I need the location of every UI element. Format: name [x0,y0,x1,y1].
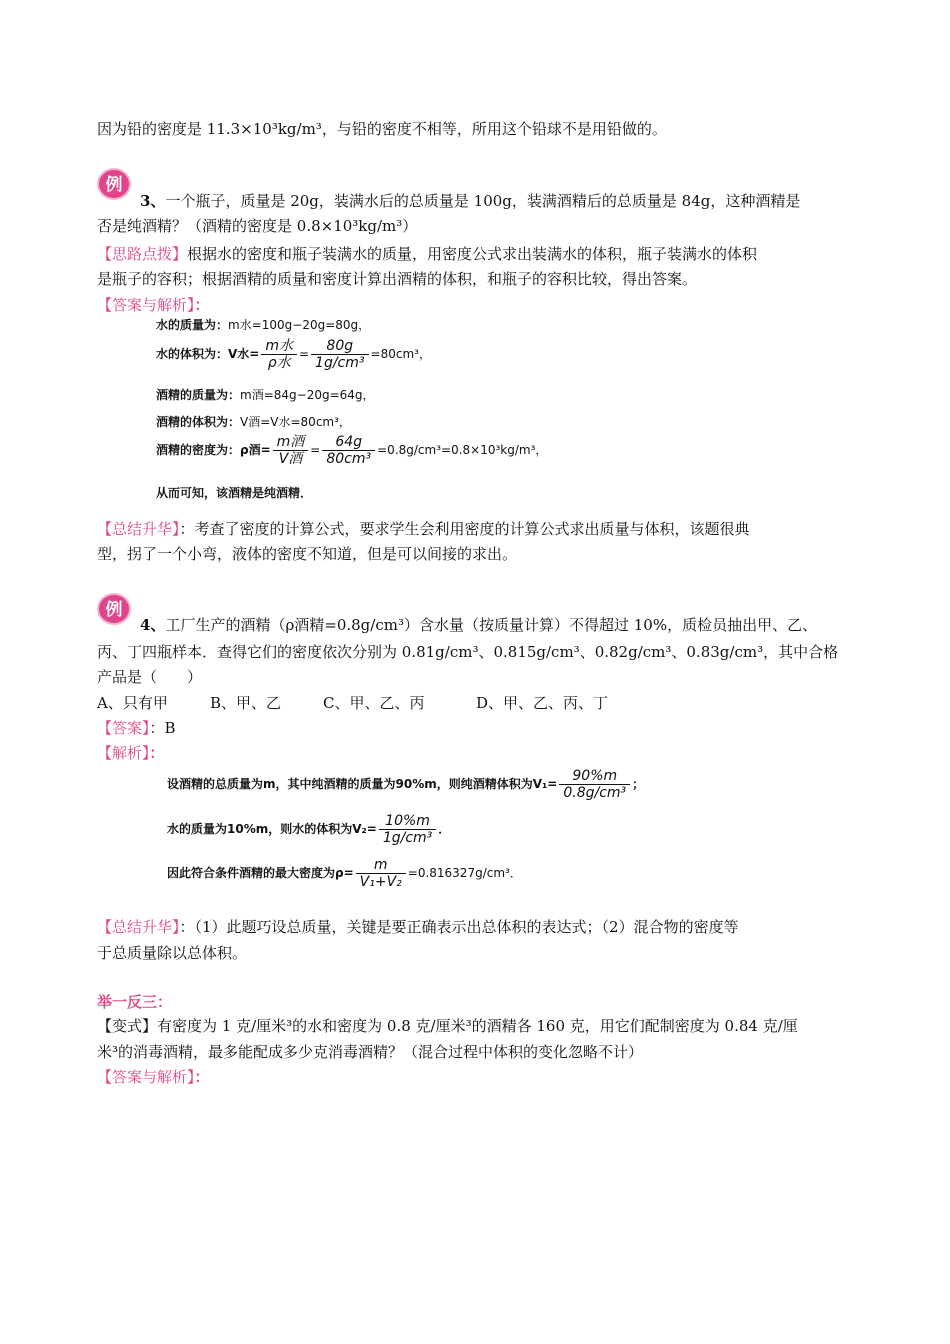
practice-answer-heading [97,1067,210,1087]
ex3-hint-text1: 根据水的密度和瓶子装满水的质量，用密度公式求出装满水的体积，瓶子装满水的体积 [187,245,758,263]
ex3-hint-line1 [97,244,757,264]
ex3-sol-line3 [156,386,375,403]
ex4-analysis-colon: ： [149,744,165,762]
ex3-sol-l2-label: 水的体积为：V水= [156,347,260,361]
ex4-sol-l2-text: 水的质量为10%m，则水的体积为V₂= [167,822,377,836]
ex3-answer-tag: 【答案与解析】 [97,296,195,314]
ex3-sol-l2-tail: =80cm³， [370,347,431,361]
ex3-sol-l2-f2-num: 80g [311,338,368,355]
ex3-sol-l4-label: 酒精的体积为： [156,415,241,429]
ex3-summary-text1: ：考查了密度的计算公式，要求学生会利用密度的计算公式求出质量与体积，该题很典 [179,520,750,538]
ex4-summary-tag: 【总结升华】 [97,918,180,936]
badge-label: 例 [105,600,123,620]
ex4-option-b: B、甲、乙 [210,694,282,712]
practice-answer-tag: 【答案与解析】 [97,1068,195,1086]
ex3-summary-line2: 型，拐了一个小弯，液体的密度不知道，但是可以间接的求出。 [97,545,518,563]
practice-line2: 米³的消毒酒精，最多能配成多少克消毒酒精？（混合过程中体积的变化忽略不计） [97,1043,644,1061]
example-badge-icon [96,591,132,627]
ex3-question-text1: 一个瓶子，质量是 20g，装满水后的总质量是 100g，装满酒精后的总质量是 84g，这种酒精是 [165,192,801,210]
ex3-sol-l3-label: 酒精的质量为： [156,388,241,402]
ex3-sol-l5-f1-num: m酒 [273,434,309,451]
ex3-sol-l1-label: 水的质量为： [156,318,229,332]
intro-line: 因为铅的密度是 11.3×10³kg/m³，与铅的密度不相等，所用这个铅球不是用铅做的。 [97,120,667,138]
ex4-option-a: A、只有甲 [97,694,168,712]
ex3-question-line1 [140,191,800,211]
ex4-summary-line1 [97,917,739,937]
ex4-analysis-tag: 【解析】 [97,744,150,762]
ex3-sol-l2-f2-den: 1g/cm³ [315,355,365,371]
ex4-option-c: C、甲、乙、丙 [323,694,425,712]
ex4-sol-l2-tail: ． [438,822,451,836]
ex3-sol-l5-f2-den: 80cm³ [326,451,372,467]
practice-text1: 有密度为 1 克/厘米³的水和密度为 0.8 克/厘米³的酒精各 160 克，用它们配制密度为 0.84 克/厘 [157,1017,798,1035]
ex3-sol-line6: 从而可知，该酒精是纯酒精． [156,486,313,500]
ex3-sol-line4 [156,413,351,430]
ex3-sol-l2-frac2 [311,338,368,371]
ex4-sol-l1-frac [559,768,630,801]
ex3-answer-colon: ： [194,296,210,314]
ex4-sol-line3 [167,857,522,890]
ex3-number: 3、 [140,192,166,210]
ex3-sol-l5-frac1 [273,434,309,467]
ex3-sol-l2-f1-den: ρ水 [267,355,291,371]
ex4-sol-l3-num: m [356,857,406,874]
ex3-sol-l3-expr: m酒=84g−20g=64g， [240,388,375,402]
ex3-question-line2: 否是纯酒精？（酒精的密度是 0.8×10³kg/m³） [97,217,418,235]
ex3-sol-l2-f1-num: m水 [261,338,297,355]
ex3-sol-l2-frac1 [261,338,297,371]
ex3-sol-l5-tail: =0.8g/cm³=0.8×10³kg/m³， [377,443,548,457]
ex4-sol-l1-tail: ； [632,777,645,791]
ex4-summary-line2: 于总质量除以总体积。 [97,944,248,962]
practice-heading: 举一反三： [97,993,173,1011]
ex3-sol-l5-f2-num: 64g [322,434,375,451]
ex4-number: 4、 [140,616,166,634]
ex4-sol-l3-frac [356,857,406,890]
ex4-sol-l1-text: 设酒精的总质量为m，其中纯酒精的质量为90%m，则纯酒精体积为V₁= [167,777,558,791]
ex4-sol-l1-num: 90%m [559,768,630,785]
ex4-summary-text1: ：（1）此题巧设总质量，关键是要正确表示出总体积的表达式；（2）混合物的密度等 [179,918,739,936]
ex3-sol-line5: 酒精的密度为：ρ酒= $\frac{\text{m酒}}{\text{V酒}}$ = $\frac{64g}{\text{80cm³}}$ =0.8g/cm³=0.8×10³kg/m³， [156,434,548,467]
ex4-question-line2: 丙、丁四瓶样本．查得它们的密度依次分别为 0.81g/cm³、0.815g/cm³、0.82g/cm³、0.83g/cm³，其中合格 [97,643,839,661]
practice-variant-tag: 【变式】 [97,1017,158,1035]
ex3-sol-l4-expr: V酒=V水=80cm³， [240,415,351,429]
ex3-sol-l5-label: 酒精的密度为：ρ酒= [156,443,271,457]
ex4-question-text1: 工厂生产的酒精（ρ酒精=0.8g/cm³）含水量（按质量计算）不得超过 10%，质检员抽出甲、乙、 [165,616,818,634]
ex3-summary-tag: 【总结升华】 [97,520,180,538]
ex4-question-line1 [140,615,817,635]
ex3-answer-heading [97,295,210,315]
example-badge-icon [96,166,132,202]
ex3-sol-l5-f1-den: V酒 [278,451,303,467]
ex4-answer-tag: 【答案】 [97,719,150,737]
ex3-hint-tag: 【思路点拨】 [97,245,188,263]
ex3-sol-l5-frac2 [322,434,375,467]
ex4-sol-l2-den: 1g/cm³ [382,830,433,846]
ex3-hint-line2: 是瓶子的容积；根据酒精的质量和密度计算出酒精的体积，和瓶子的容积比较，得出答案。 [97,270,698,288]
ex4-sol-l2-num: 10%m [379,813,436,830]
ex4-option-d: D、甲、乙、丙、丁 [476,694,609,712]
practice-line1 [97,1016,798,1036]
ex4-answer-value: ：B [149,719,176,737]
ex4-analysis-heading [97,743,165,763]
badge-label: 例 [105,175,123,195]
practice-answer-colon: ： [194,1068,210,1086]
ex4-sol-l3-text: 因此符合条件酒精的最大密度为ρ= [167,866,354,880]
ex4-sol-line2 [167,813,450,846]
ex4-sol-l3-tail: =0.816327g/cm³． [407,866,522,880]
ex4-options [97,693,608,713]
ex4-sol-l3-den: V₁+V₂ [359,874,402,890]
ex3-summary-line1 [97,519,750,539]
ex3-sol-line2: 水的体积为：V水= $\frac{\text{m水}}{\text{ρ水}}$ = $\frac{80g}{\text{1g/cm³}}$ =80cm³， [156,338,431,371]
ex4-question-line3: 产品是（ ） [97,668,203,686]
ex4-sol-line1 [167,768,644,801]
ex4-sol-l2-frac [379,813,436,846]
ex3-sol-line1 [156,316,370,333]
ex4-sol-l1-den: 0.8g/cm³ [563,785,627,801]
ex3-sol-l1-expr: m水=100g−20g=80g， [228,318,371,332]
ex4-answer-line [97,718,176,738]
